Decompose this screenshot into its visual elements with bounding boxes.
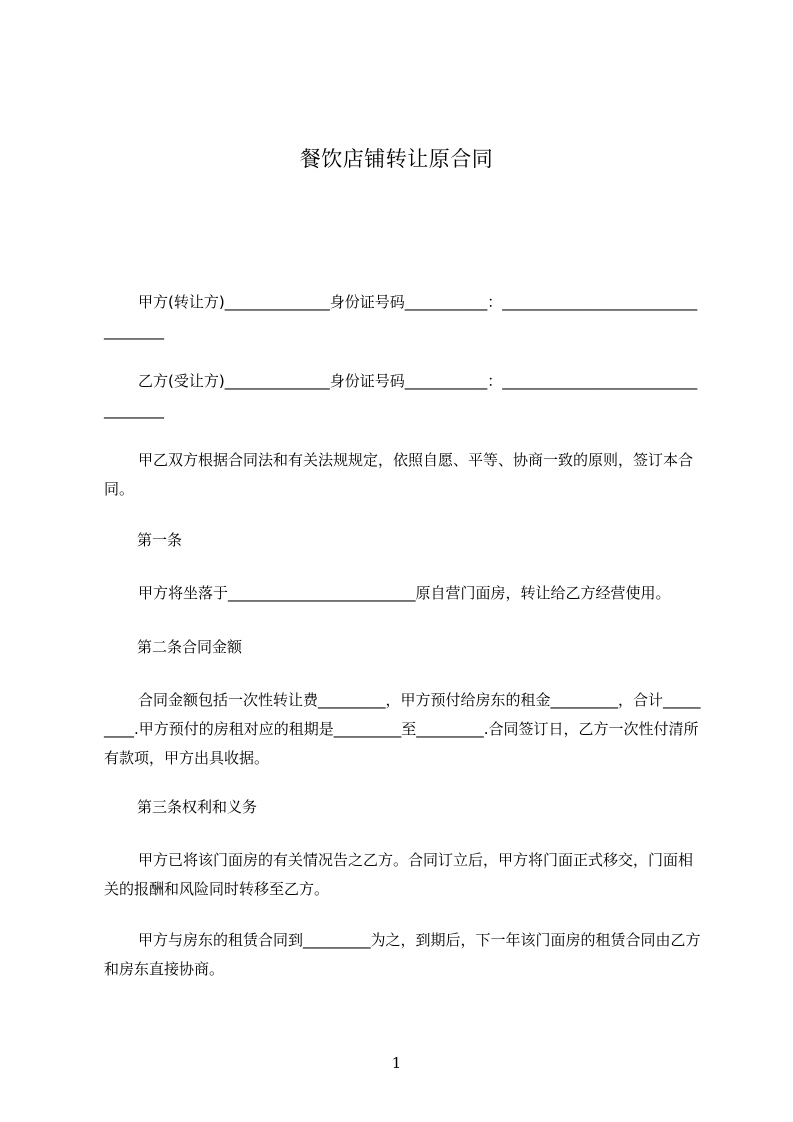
intro-paragraph: 甲乙双方根据合同法和有关法规规定，依照自愿、平等、协商一致的原则，签订本合同。 xyxy=(104,451,694,498)
party-a-line: 甲方(转让方)______________身份证号码___________：__________________________________ xyxy=(104,293,698,340)
document-title: 餐饮店铺转让原合同 xyxy=(299,147,494,171)
article-1-heading: 第一条 xyxy=(137,531,183,549)
party-b-line: 乙方(受让方)______________身份证号码___________：__________________________________ xyxy=(104,372,698,419)
article-2-body: 合同金额包括一次性转让费_________，甲方预付给房东的租金_________，合计_________.甲方预付的房租对应的租期是_________至_________.合同签订日，乙方一次性付清所有款项，甲方出具收据。 xyxy=(104,691,701,767)
article-2-heading: 第二条合同金额 xyxy=(137,638,243,656)
article-3-paragraph-1: 甲方已将该门面房的有关情况告之乙方。合同订立后，甲方将门面正式移交，门面相关的报酬和风险同时转移至乙方。 xyxy=(104,851,694,898)
page-number: 1 xyxy=(391,1054,402,1072)
article-3-paragraph-2: 甲方与房东的租赁合同到_________为之，到期后，下一年该门面房的租赁合同由乙方和房东直接协商。 xyxy=(104,931,701,978)
article-3-heading: 第三条权利和义务 xyxy=(137,798,258,816)
article-1-body: 甲方将坐落于_________________________原自营门面房，转让给乙方经营使用。 xyxy=(138,584,671,602)
